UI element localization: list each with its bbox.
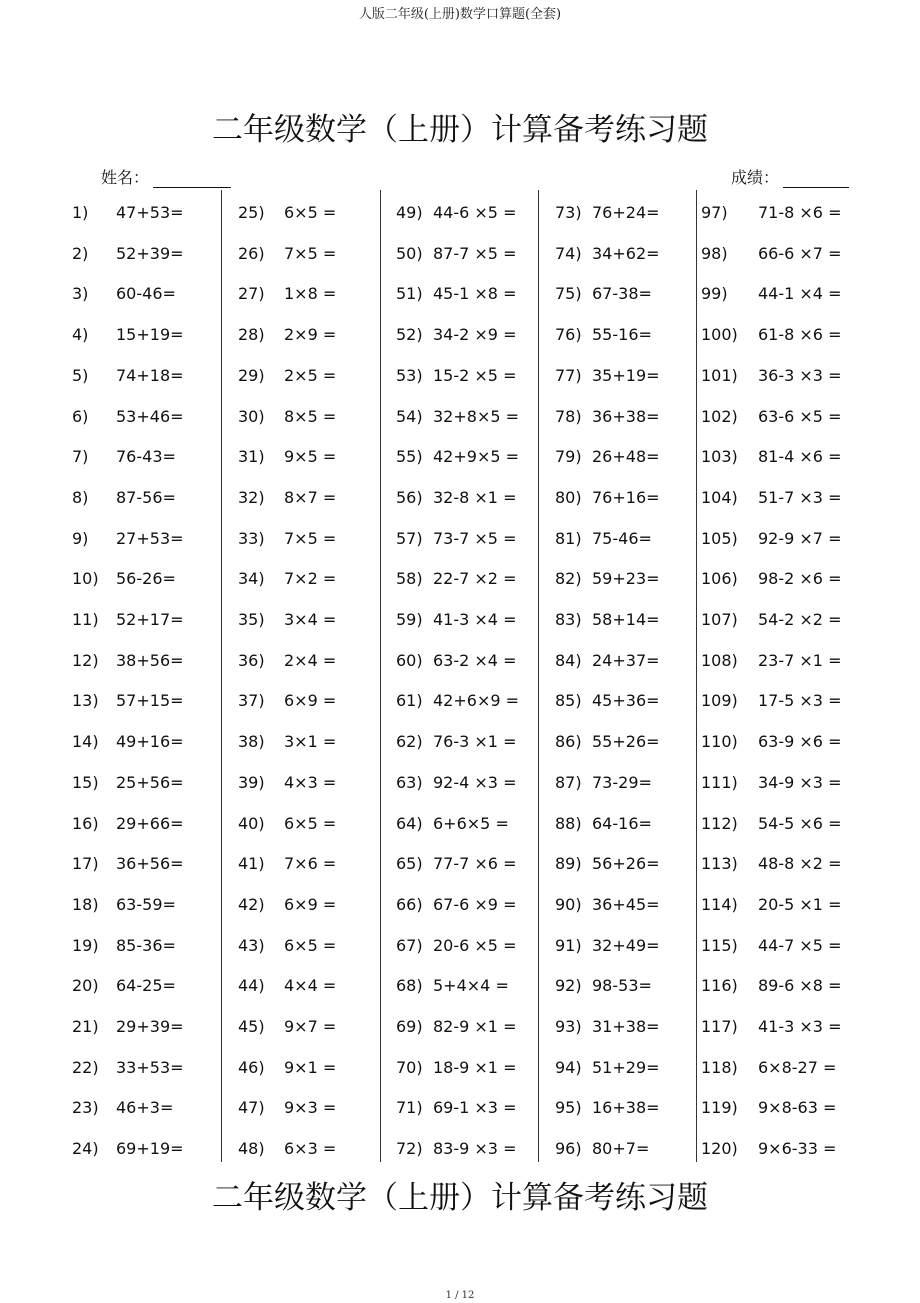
problem-number: 87) xyxy=(555,773,582,792)
problem-expression: 9×5 = xyxy=(284,447,337,466)
problem-number: 12) xyxy=(72,651,99,670)
problem-expression: 55+26= xyxy=(592,732,660,751)
problem-expression: 7×5 = xyxy=(284,244,337,263)
problem-expression: 23-7 ×1 = xyxy=(758,651,842,670)
problem-number: 15) xyxy=(72,773,99,792)
problem-number: 68) xyxy=(396,976,423,995)
problem-number: 4) xyxy=(72,325,89,344)
problem-number: 27) xyxy=(238,284,265,303)
problem-number: 114) xyxy=(701,895,738,914)
problem-number: 56) xyxy=(396,488,423,507)
problem-expression: 9×8-63 = xyxy=(758,1098,837,1117)
problem-number: 76) xyxy=(555,325,582,344)
problem-number: 105) xyxy=(701,529,738,548)
problem-number: 84) xyxy=(555,651,582,670)
name-field xyxy=(101,165,231,188)
problem-expression: 36+56= xyxy=(116,854,184,873)
problem-expression: 85-36= xyxy=(116,936,176,955)
problem-expression: 15+19= xyxy=(116,325,184,344)
problem-expression: 48-8 ×2 = xyxy=(758,854,842,873)
problem-number: 119) xyxy=(701,1098,738,1117)
problem-number: 60) xyxy=(396,651,423,670)
problem-number: 26) xyxy=(238,244,265,263)
problem-expression: 57+15= xyxy=(116,691,184,710)
problem-expression: 55-16= xyxy=(592,325,652,344)
problem-number: 6) xyxy=(72,407,89,426)
problem-expression: 71-8 ×6 = xyxy=(758,203,842,222)
problem-expression: 25+56= xyxy=(116,773,184,792)
problem-expression: 6×9 = xyxy=(284,691,337,710)
problem-expression: 44-7 ×5 = xyxy=(758,936,842,955)
problem-expression: 29+39= xyxy=(116,1017,184,1036)
problem-number: 78) xyxy=(555,407,582,426)
problem-expression: 87-7 ×5 = xyxy=(433,244,517,263)
problem-expression: 67-38= xyxy=(592,284,652,303)
problem-expression: 45-1 ×8 = xyxy=(433,284,517,303)
problem-number: 39) xyxy=(238,773,265,792)
problem-number: 62) xyxy=(396,732,423,751)
problem-expression: 20-6 ×5 = xyxy=(433,936,517,955)
problem-number: 66) xyxy=(396,895,423,914)
problem-number: 24) xyxy=(72,1139,99,1158)
problem-expression: 75-46= xyxy=(592,529,652,548)
problem-number: 18) xyxy=(72,895,99,914)
problem-expression: 38+56= xyxy=(116,651,184,670)
problem-expression: 44-6 ×5 = xyxy=(433,203,517,222)
problem-number: 49) xyxy=(396,203,423,222)
problem-number: 104) xyxy=(701,488,738,507)
problem-expression: 6+6×5 = xyxy=(433,814,509,833)
problem-expression: 36+45= xyxy=(592,895,660,914)
problem-expression: 17-5 ×3 = xyxy=(758,691,842,710)
problem-expression: 15-2 ×5 = xyxy=(433,366,517,385)
problem-number: 53) xyxy=(396,366,423,385)
problem-number: 69) xyxy=(396,1017,423,1036)
column-divider xyxy=(696,190,697,1162)
problem-number: 42) xyxy=(238,895,265,914)
problem-number: 65) xyxy=(396,854,423,873)
problem-number: 17) xyxy=(72,854,99,873)
problem-expression: 63-59= xyxy=(116,895,176,914)
problem-number: 28) xyxy=(238,325,265,344)
problem-number: 14) xyxy=(72,732,99,751)
problem-expression: 76-43= xyxy=(116,447,176,466)
problem-expression: 32+49= xyxy=(592,936,660,955)
problem-expression: 69+19= xyxy=(116,1139,184,1158)
problem-number: 96) xyxy=(555,1139,582,1158)
problem-expression: 35+19= xyxy=(592,366,660,385)
score-field xyxy=(731,165,849,188)
problem-number: 48) xyxy=(238,1139,265,1158)
problem-expression: 76+16= xyxy=(592,488,660,507)
problem-expression: 8×7 = xyxy=(284,488,337,507)
problem-number: 31) xyxy=(238,447,265,466)
problem-expression: 42+9×5 = xyxy=(433,447,520,466)
problem-expression: 73-7 ×5 = xyxy=(433,529,517,548)
problem-number: 45) xyxy=(238,1017,265,1036)
problem-expression: 64-16= xyxy=(592,814,652,833)
problem-expression: 6×3 = xyxy=(284,1139,337,1158)
problem-expression: 20-5 ×1 = xyxy=(758,895,842,914)
problem-number: 79) xyxy=(555,447,582,466)
problem-number: 34) xyxy=(238,569,265,588)
problem-number: 44) xyxy=(238,976,265,995)
problem-expression: 45+36= xyxy=(592,691,660,710)
problem-number: 30) xyxy=(238,407,265,426)
problem-number: 10) xyxy=(72,569,99,588)
problem-expression: 36+38= xyxy=(592,407,660,426)
problem-number: 73) xyxy=(555,203,582,222)
problem-number: 40) xyxy=(238,814,265,833)
problem-expression: 56-26= xyxy=(116,569,176,588)
problem-number: 59) xyxy=(396,610,423,629)
problem-number: 88) xyxy=(555,814,582,833)
problem-expression: 58+14= xyxy=(592,610,660,629)
problem-expression: 77-7 ×6 = xyxy=(433,854,517,873)
column-divider xyxy=(221,190,222,1162)
problem-number: 37) xyxy=(238,691,265,710)
problem-expression: 24+37= xyxy=(592,651,660,670)
problem-expression: 81-4 ×6 = xyxy=(758,447,842,466)
problem-expression: 53+46= xyxy=(116,407,184,426)
problem-expression: 46+3= xyxy=(116,1098,174,1117)
column-divider xyxy=(538,190,539,1162)
problem-number: 13) xyxy=(72,691,99,710)
problem-number: 54) xyxy=(396,407,423,426)
problem-number: 11) xyxy=(72,610,99,629)
problem-number: 3) xyxy=(72,284,89,303)
problem-expression: 34+62= xyxy=(592,244,660,263)
problem-expression: 9×6-33 = xyxy=(758,1139,837,1158)
problem-number: 86) xyxy=(555,732,582,751)
problem-expression: 3×4 = xyxy=(284,610,337,629)
problem-expression: 7×5 = xyxy=(284,529,337,548)
problem-number: 97) xyxy=(701,203,728,222)
problem-number: 58) xyxy=(396,569,423,588)
problem-expression: 82-9 ×1 = xyxy=(433,1017,517,1036)
problem-number: 7) xyxy=(72,447,89,466)
problem-number: 106) xyxy=(701,569,738,588)
problem-number: 38) xyxy=(238,732,265,751)
problem-number: 1) xyxy=(72,203,89,222)
problem-number: 77) xyxy=(555,366,582,385)
problem-number: 111) xyxy=(701,773,738,792)
problem-expression: 29+66= xyxy=(116,814,184,833)
problem-number: 33) xyxy=(238,529,265,548)
problem-number: 117) xyxy=(701,1017,738,1036)
problem-expression: 63-2 ×4 = xyxy=(433,651,517,670)
problem-number: 89) xyxy=(555,854,582,873)
problem-expression: 27+53= xyxy=(116,529,184,548)
problem-number: 82) xyxy=(555,569,582,588)
problem-number: 35) xyxy=(238,610,265,629)
problem-expression: 32+8×5 = xyxy=(433,407,520,426)
score-label: 成绩： xyxy=(731,168,780,187)
problem-number: 51) xyxy=(396,284,423,303)
problem-expression: 6×5 = xyxy=(284,936,337,955)
problem-number: 110) xyxy=(701,732,738,751)
problem-expression: 6×5 = xyxy=(284,814,337,833)
problem-expression: 67-6 ×9 = xyxy=(433,895,517,914)
problem-expression: 69-1 ×3 = xyxy=(433,1098,517,1117)
problem-number: 118) xyxy=(701,1058,738,1077)
problem-expression: 9×1 = xyxy=(284,1058,337,1077)
running-head: 人版二年级(上册)数学口算题(全套) xyxy=(358,7,562,22)
problem-expression: 54-5 ×6 = xyxy=(758,814,842,833)
problem-expression: 52+17= xyxy=(116,610,184,629)
problem-number: 115) xyxy=(701,936,738,955)
problem-number: 16) xyxy=(72,814,99,833)
problem-number: 120) xyxy=(701,1139,738,1158)
problem-number: 52) xyxy=(396,325,423,344)
problem-number: 41) xyxy=(238,854,265,873)
problem-number: 22) xyxy=(72,1058,99,1077)
problem-number: 36) xyxy=(238,651,265,670)
problem-expression: 3×1 = xyxy=(284,732,337,751)
problem-number: 116) xyxy=(701,976,738,995)
problem-expression: 66-6 ×7 = xyxy=(758,244,842,263)
problem-expression: 63-6 ×5 = xyxy=(758,407,842,426)
problem-number: 113) xyxy=(701,854,738,873)
problem-expression: 7×2 = xyxy=(284,569,337,588)
problem-number: 98) xyxy=(701,244,728,263)
problem-number: 55) xyxy=(396,447,423,466)
problem-expression: 92-9 ×7 = xyxy=(758,529,842,548)
problem-number: 100) xyxy=(701,325,738,344)
problem-expression: 83-9 ×3 = xyxy=(433,1139,517,1158)
name-blank-line[interactable] xyxy=(153,171,231,188)
problem-expression: 59+23= xyxy=(592,569,660,588)
problem-number: 57) xyxy=(396,529,423,548)
problem-number: 20) xyxy=(72,976,99,995)
problem-expression: 56+26= xyxy=(592,854,660,873)
problem-number: 81) xyxy=(555,529,582,548)
problem-expression: 73-29= xyxy=(592,773,652,792)
problem-number: 101) xyxy=(701,366,738,385)
problem-number: 74) xyxy=(555,244,582,263)
problem-number: 64) xyxy=(396,814,423,833)
problem-expression: 89-6 ×8 = xyxy=(758,976,842,995)
problem-number: 43) xyxy=(238,936,265,955)
problem-number: 9) xyxy=(72,529,89,548)
problem-number: 5) xyxy=(72,366,89,385)
problem-expression: 61-8 ×6 = xyxy=(758,325,842,344)
problem-number: 67) xyxy=(396,936,423,955)
problem-expression: 98-53= xyxy=(592,976,652,995)
problem-number: 112) xyxy=(701,814,738,833)
problem-expression: 64-25= xyxy=(116,976,176,995)
problem-expression: 34-9 ×3 = xyxy=(758,773,842,792)
problem-number: 75) xyxy=(555,284,582,303)
problem-number: 83) xyxy=(555,610,582,629)
problem-expression: 49+16= xyxy=(116,732,184,751)
problem-expression: 54-2 ×2 = xyxy=(758,610,842,629)
problem-expression: 4×4 = xyxy=(284,976,337,995)
problem-number: 99) xyxy=(701,284,728,303)
problem-number: 50) xyxy=(396,244,423,263)
problem-number: 8) xyxy=(72,488,89,507)
problem-expression: 4×3 = xyxy=(284,773,337,792)
problem-number: 93) xyxy=(555,1017,582,1036)
problem-expression: 74+18= xyxy=(116,366,184,385)
problem-expression: 6×9 = xyxy=(284,895,337,914)
problem-number: 92) xyxy=(555,976,582,995)
problem-number: 32) xyxy=(238,488,265,507)
problem-number: 85) xyxy=(555,691,582,710)
problem-expression: 8×5 = xyxy=(284,407,337,426)
problem-expression: 32-8 ×1 = xyxy=(433,488,517,507)
problem-expression: 63-9 ×6 = xyxy=(758,732,842,751)
problem-expression: 6×8-27 = xyxy=(758,1058,837,1077)
problem-expression: 22-7 ×2 = xyxy=(433,569,517,588)
problem-number: 21) xyxy=(72,1017,99,1036)
problem-expression: 9×7 = xyxy=(284,1017,337,1036)
problem-expression: 44-1 ×4 = xyxy=(758,284,842,303)
problem-expression: 41-3 ×3 = xyxy=(758,1017,842,1036)
page-title-repeat: 二年级数学（上册）计算备考练习题 xyxy=(212,1180,708,1216)
problem-expression: 92-4 ×3 = xyxy=(433,773,517,792)
problem-expression: 80+7= xyxy=(592,1139,650,1158)
problem-expression: 2×9 = xyxy=(284,325,337,344)
problem-expression: 26+48= xyxy=(592,447,660,466)
problem-expression: 34-2 ×9 = xyxy=(433,325,517,344)
problem-expression: 42+6×9 = xyxy=(433,691,520,710)
problem-number: 90) xyxy=(555,895,582,914)
page-number: 1 / 12 xyxy=(445,1290,475,1301)
problem-number: 109) xyxy=(701,691,738,710)
problem-number: 47) xyxy=(238,1098,265,1117)
problem-number: 103) xyxy=(701,447,738,466)
problem-expression: 76+24= xyxy=(592,203,660,222)
problem-expression: 60-46= xyxy=(116,284,176,303)
problem-expression: 16+38= xyxy=(592,1098,660,1117)
problem-number: 2) xyxy=(72,244,89,263)
problem-expression: 51-7 ×3 = xyxy=(758,488,842,507)
problem-number: 95) xyxy=(555,1098,582,1117)
problem-expression: 36-3 ×3 = xyxy=(758,366,842,385)
problem-expression: 2×5 = xyxy=(284,366,337,385)
score-blank-line[interactable] xyxy=(783,171,849,188)
problem-expression: 5+4×4 = xyxy=(433,976,509,995)
problem-number: 94) xyxy=(555,1058,582,1077)
problem-number: 80) xyxy=(555,488,582,507)
problem-number: 70) xyxy=(396,1058,423,1077)
problem-number: 23) xyxy=(72,1098,99,1117)
problem-number: 108) xyxy=(701,651,738,670)
problem-expression: 47+53= xyxy=(116,203,184,222)
problem-number: 46) xyxy=(238,1058,265,1077)
column-divider xyxy=(380,190,381,1162)
problem-number: 91) xyxy=(555,936,582,955)
problem-expression: 7×6 = xyxy=(284,854,337,873)
problem-number: 71) xyxy=(396,1098,423,1117)
problem-expression: 51+29= xyxy=(592,1058,660,1077)
problem-number: 25) xyxy=(238,203,265,222)
problem-expression: 31+38= xyxy=(592,1017,660,1036)
problem-number: 61) xyxy=(396,691,423,710)
problem-expression: 41-3 ×4 = xyxy=(433,610,517,629)
problem-expression: 1×8 = xyxy=(284,284,337,303)
problem-number: 72) xyxy=(396,1139,423,1158)
problem-number: 107) xyxy=(701,610,738,629)
problem-expression: 98-2 ×6 = xyxy=(758,569,842,588)
problem-expression: 76-3 ×1 = xyxy=(433,732,517,751)
problem-number: 19) xyxy=(72,936,99,955)
problem-number: 29) xyxy=(238,366,265,385)
problem-expression: 2×4 = xyxy=(284,651,337,670)
name-label: 姓名： xyxy=(101,168,150,187)
problem-expression: 33+53= xyxy=(116,1058,184,1077)
problem-expression: 6×5 = xyxy=(284,203,337,222)
problem-expression: 18-9 ×1 = xyxy=(433,1058,517,1077)
problem-expression: 52+39= xyxy=(116,244,184,263)
problem-expression: 9×3 = xyxy=(284,1098,337,1117)
problem-number: 102) xyxy=(701,407,738,426)
problem-number: 63) xyxy=(396,773,423,792)
page-title: 二年级数学（上册）计算备考练习题 xyxy=(212,112,708,148)
problem-expression: 87-56= xyxy=(116,488,176,507)
